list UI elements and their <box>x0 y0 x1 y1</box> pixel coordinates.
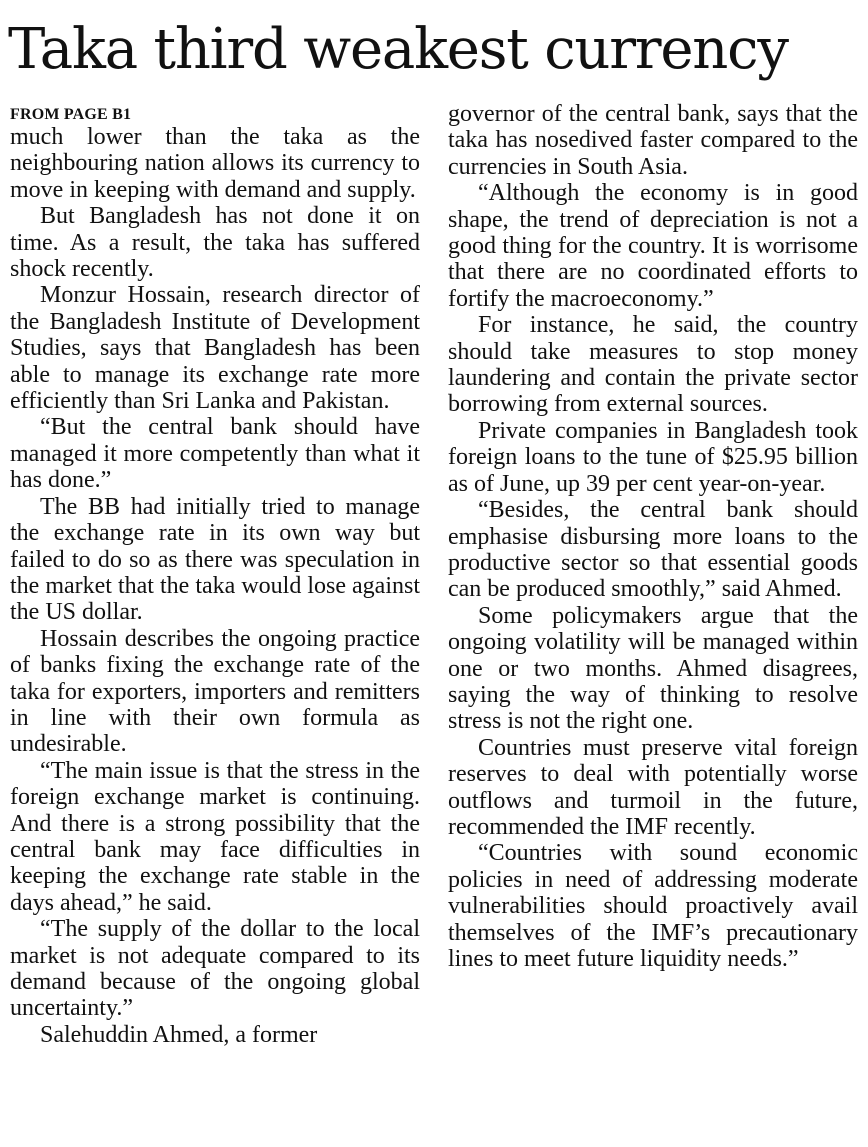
paragraph: Private companies in Bangladesh took foreign loans to the tune of $25.95 billion as of June, up 39 per cent year-on-year. <box>448 417 858 497</box>
paragraph: “Although the economy is in good shape, the trend of depreciation is not a good thing for the country. It is worrisome that there are no coordinated efforts to fortify the macroeconomy.” <box>448 180 858 312</box>
paragraph: “The supply of the dollar to the local market is not adequate compared to its demand because of the ongoing global uncertainty.” <box>10 916 420 1022</box>
paragraph: “Countries with sound economic policies in need of addressing moderate vulnerabilities should proactively avail themselves of the IMF’s precautionary lines to meet future liquidity needs.” <box>448 840 858 972</box>
paragraph: “But the central bank should have managed it more competently than what it has done.” <box>10 414 420 494</box>
jump-line: FROM PAGE B1 <box>10 106 132 123</box>
paragraph: Hossain describes the ongoing practice of banks fixing the exchange rate of the taka for exporters, importers and remitters in line with their own formula as undesirable. <box>10 625 420 758</box>
paragraph: much lower than the taka as the neighbouring nation allows its currency to move in keeping with demand and supply. <box>10 124 420 203</box>
article-column-right <box>448 101 858 972</box>
paragraph: Some policymakers argue that the ongoing volatility will be managed within one or two months. Ahmed disagrees, saying the way of thinking to resolve stress is not the right one. <box>448 602 858 735</box>
paragraph: For instance, he said, the country should take measures to stop money laundering and contain the private sector borrowing from external sources. <box>448 312 858 418</box>
paragraph: governor of the central bank, says that the taka has nosedived faster compared to the currencies in South Asia. <box>448 101 858 180</box>
article-column-left <box>10 106 420 1048</box>
paragraph: “The main issue is that the stress in the foreign exchange market is continuing. And there is a strong possibility that the central bank may face difficulties in keeping the exchange rate stable in the days ahead,” he said. <box>10 757 420 916</box>
paragraph: The BB had initially tried to manage the exchange rate in its own way but failed to do so as there was speculation in the market that the taka would lose against the US dollar. <box>10 493 420 626</box>
paragraph: “Besides, the central bank should emphasise disbursing more loans to the productive sector so that essential goods can be produced smoothly,” said Ahmed. <box>448 497 858 603</box>
paragraph: Countries must preserve vital foreign reserves to deal with potentially worse outflows and turmoil in the future, recommended the IMF recently. <box>448 734 858 840</box>
paragraph: Salehuddin Ahmed, a former <box>40 1021 318 1048</box>
paragraph: Monzur Hossain, research director of the Bangladesh Institute of Development Studies, says that Bangladesh has been able to manage its exchange rate more efficiently than Sri Lanka and Pakistan. <box>10 282 420 415</box>
headline: Taka third weakest currency <box>8 17 788 82</box>
paragraph: But Bangladesh has not done it on time. As a result, the taka has suffered shock recently. <box>10 203 420 283</box>
